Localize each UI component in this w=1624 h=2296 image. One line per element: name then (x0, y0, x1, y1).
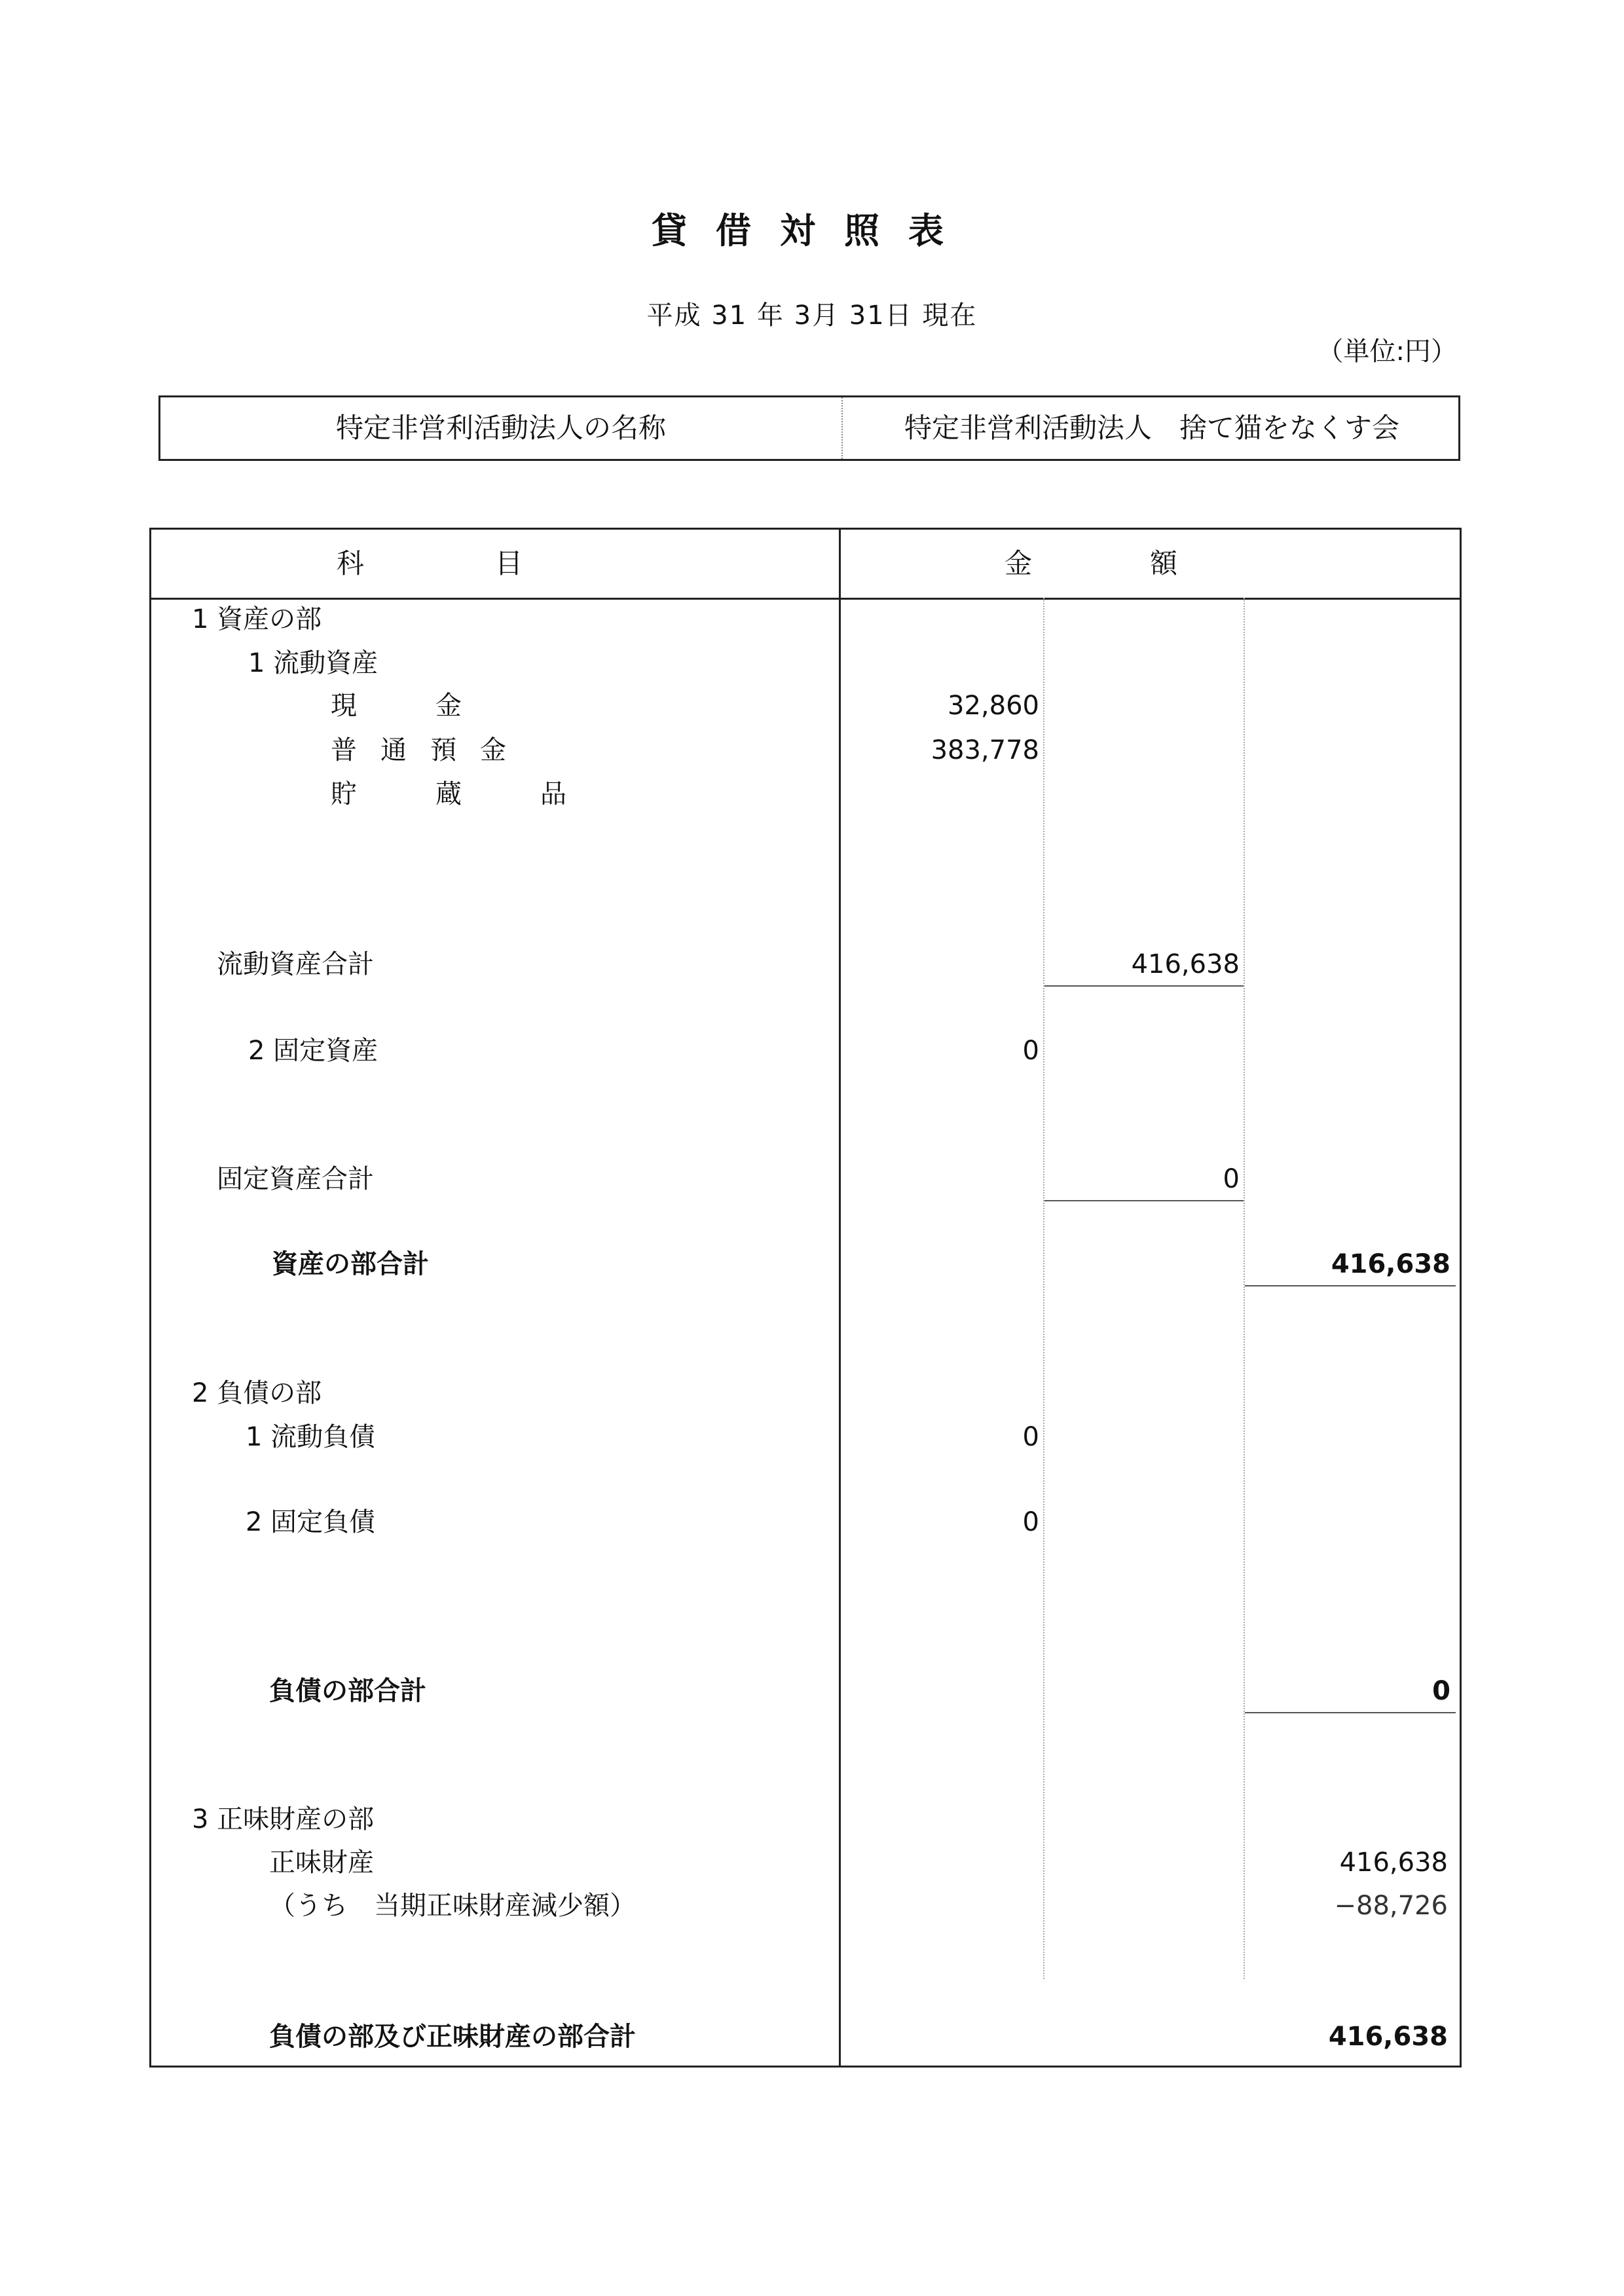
organization-name-box (158, 395, 1460, 461)
cash-value: 32,860 (948, 691, 1039, 721)
fixed-liabilities-label: 2 固定負債 (246, 1507, 376, 1537)
fixed-assets-total-value: 0 (1223, 1164, 1240, 1194)
cash-label: 現金 (331, 691, 540, 721)
net-assets-label: 正味財産 (269, 1848, 374, 1878)
grand-total-label: 負債の部及び正味財産の部合計 (269, 2022, 636, 2052)
current-assets-total-value: 416,638 (1131, 949, 1240, 979)
inventory-label: 貯蔵品 (331, 779, 645, 809)
balance-sheet-table (149, 528, 1462, 2068)
current-liabilities-value: 0 (1022, 1422, 1039, 1452)
net-assets-value: 416,638 (1339, 1848, 1448, 1878)
header-amount: 金額 (1004, 547, 1295, 579)
organization-name: 特定非営利活動法人 捨て猫をなくす会 (904, 412, 1399, 444)
assets-total-label: 資産の部合計 (272, 1249, 429, 1279)
fixed-assets-value: 0 (1022, 1036, 1039, 1066)
deposit-value: 383,778 (931, 735, 1039, 765)
amount-subcolumn-guide-1 (1043, 598, 1044, 1979)
fixed-assets-total-label: 固定資産合計 (217, 1164, 374, 1194)
net-assets-decrease-value: −88,726 (1334, 1891, 1448, 1921)
document-title: 貸借対照表 (652, 210, 972, 251)
assets-total-value: 416,638 (1331, 1249, 1450, 1279)
net-assets-decrease-label: （うち 当期正味財産減少額） (269, 1891, 636, 1921)
assets-section-label: 1 資産の部 (192, 604, 322, 634)
liabilities-total-value: 0 (1432, 1676, 1450, 1706)
fixed-liabilities-value: 0 (1022, 1507, 1039, 1537)
fixed-assets-total-rule (1044, 1200, 1244, 1201)
column-divider (839, 530, 841, 2066)
liabilities-section-label: 2 負債の部 (192, 1378, 322, 1408)
table-header (151, 530, 1460, 600)
deposit-label: 普通預金 (331, 735, 530, 765)
current-assets-label: 1 流動資産 (248, 648, 378, 678)
current-assets-total-label: 流動資産合計 (217, 949, 374, 979)
header-subject: 科目 (336, 547, 654, 579)
current-liabilities-label: 1 流動負債 (246, 1422, 376, 1452)
as-of-date: 平成 31 年 3月 31日 現在 (646, 301, 978, 331)
amount-subcolumn-guide-2 (1244, 598, 1245, 1979)
grand-total-value: 416,638 (1328, 2022, 1448, 2052)
organization-label: 特定非営利活動法人の名称 (335, 412, 666, 444)
liabilities-total-rule (1245, 1712, 1456, 1713)
liabilities-total-label: 負債の部合計 (269, 1676, 426, 1706)
current-assets-total-rule (1044, 985, 1244, 987)
net-assets-section-label: 3 正味財産の部 (192, 1804, 375, 1834)
assets-total-rule (1245, 1285, 1456, 1286)
currency-unit: （単位:円） (1317, 337, 1457, 367)
fixed-assets-label: 2 固定資産 (248, 1036, 378, 1066)
